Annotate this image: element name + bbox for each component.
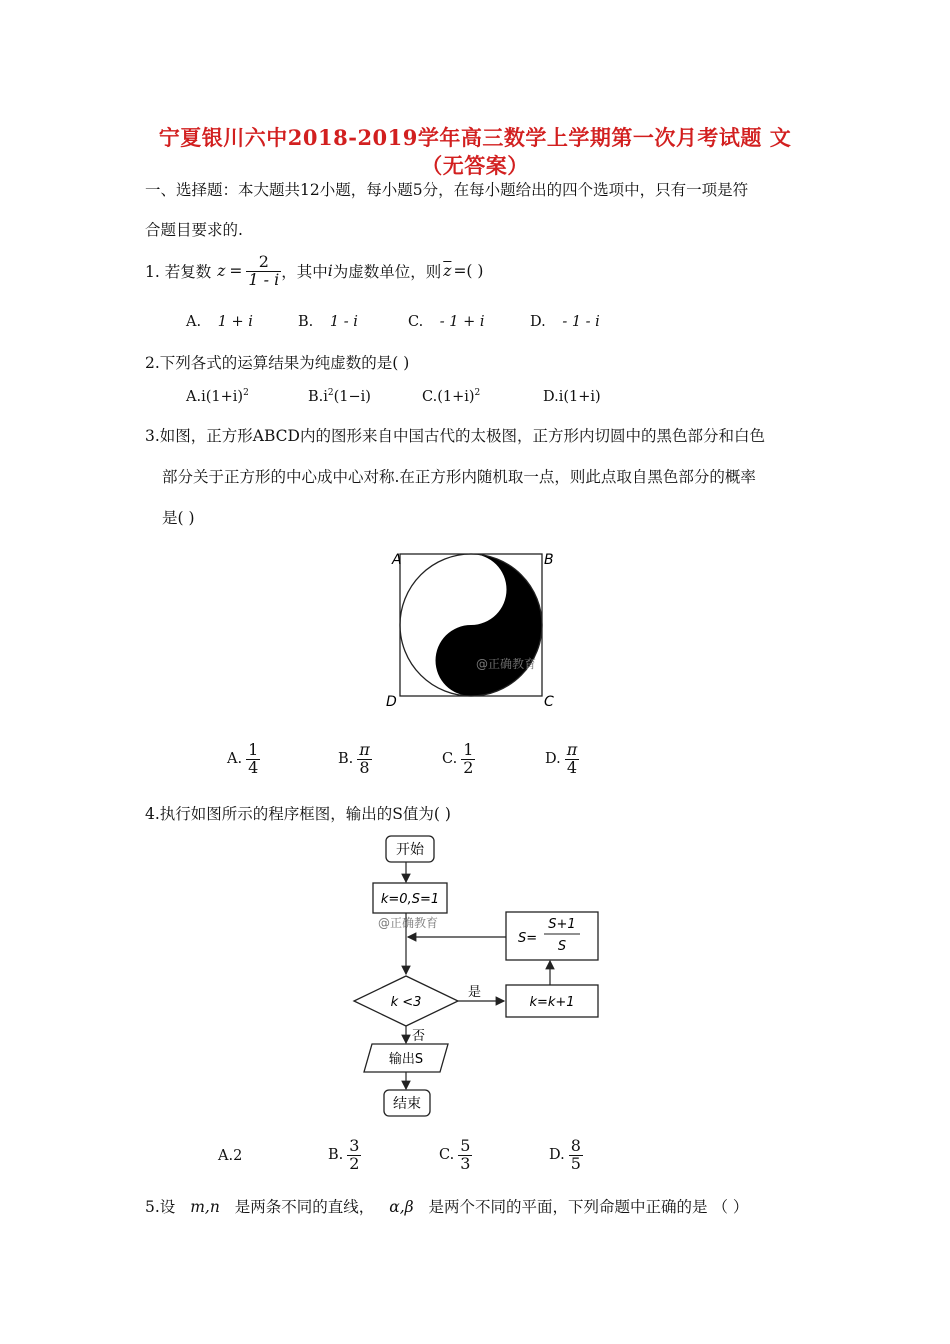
q1-suffix: =( ) — [453, 262, 484, 281]
taiji-black-part — [436, 554, 542, 696]
flow-watermark: @正确教育 — [378, 916, 439, 930]
q2-option-c: $C.(1+i)^2$ — [422, 388, 481, 405]
corner-label-a: A — [392, 552, 402, 568]
question-2-stem: 2.下列各式的运算结果为纯虚数的是( ) — [145, 354, 410, 372]
q1-option-d: D. - 1 - i — [530, 314, 600, 330]
q1-prefix: 1. 若复数 — [145, 263, 212, 282]
q1-mid2: 为虚数单位，则 — [332, 263, 442, 282]
q1-option-b: B. 1 - i — [298, 314, 358, 330]
flow-update-s-den: S — [557, 939, 567, 954]
section-instructions-line2: 合题目要求的. — [145, 221, 243, 239]
q1-frac-den: 1 - i — [248, 269, 280, 289]
flow-init-label: k=0,S=1 — [380, 892, 440, 907]
q2-option-a: $A.i(1+i)^2$ — [186, 388, 249, 405]
corner-label-b: B — [544, 552, 554, 568]
flow-no-label: 否 — [412, 1029, 426, 1044]
q5-mid: 是两条不同的直线， — [234, 1198, 375, 1216]
q2-option-b: $B.i^2(1-i)$ — [308, 388, 371, 405]
corner-label-c: C — [544, 694, 554, 710]
document-title-line1: 宁夏银川六中2018-2019学年高三数学上学期第一次月考试题 文 — [158, 125, 792, 150]
taiji-watermark: @正确教育 — [476, 657, 537, 671]
q1-zbar-var: $\overline{z}$ — [443, 262, 452, 281]
taiji-white-dot — [465, 584, 477, 596]
flow-update-s-num: S+1 — [548, 917, 576, 932]
q1-equals: = — [229, 262, 243, 281]
q5-suffix: 是两个不同的平面，下列命题中正确的是 （ ） — [428, 1198, 749, 1216]
q2-option-d: D.i(1+i) — [543, 388, 601, 405]
q1-option-c: C. - 1 + i — [408, 314, 485, 330]
flow-end-label: 结束 — [393, 1096, 421, 1112]
q1-option-a: A. 1 + i — [186, 314, 253, 330]
question-4-stem: 4.执行如图所示的程序框图，输出的S值为( ) — [145, 805, 451, 823]
q5-vars-planes: α,β — [389, 1198, 414, 1216]
flow-yes-label: 是 — [468, 985, 482, 1000]
q4-option-d: D. $\frac{8}{5}$ — [549, 1136, 581, 1173]
q1-frac-num: 2 — [258, 252, 269, 271]
document-title-line2: （无答案） — [421, 153, 529, 178]
flow-increment-label: k=k+1 — [529, 995, 575, 1010]
question-3-stem-line3: 是( ) — [162, 509, 195, 527]
q3-option-d: D. $\frac{\pi}{4}$ — [545, 740, 578, 777]
q1-mid: ，其中 — [281, 263, 328, 282]
q1-i-var: i — [327, 262, 333, 281]
question-1-stem — [145, 254, 483, 289]
q5-prefix: 5.设 — [145, 1198, 176, 1216]
taiji-figure — [380, 546, 560, 712]
q3-option-a: A. $\frac{1}{4}$ — [227, 740, 259, 777]
q3-option-b: B. $\frac{\pi}{8}$ — [338, 740, 370, 777]
flow-decision-label: k <3 — [390, 995, 422, 1010]
question-3-stem-line2: 部分关于正方形的中心成中心对称.在正方形内随机取一点，则此点取自黑色部分的概率 — [162, 468, 756, 486]
q3-option-c: C. $\frac{1}{2}$ — [442, 740, 474, 777]
question-3-stem-line1: 3.如图，正方形ABCD内的图形来自中国古代的太极图，正方形内切圆中的黑色部分和白色 — [145, 427, 765, 445]
flow-start-label: 开始 — [396, 842, 424, 858]
flow-output-label: 输出S — [388, 1052, 424, 1067]
corner-label-d: D — [386, 694, 397, 710]
flow-update-s-left: S= — [518, 931, 538, 946]
q4-option-a: A.2 — [218, 1148, 243, 1164]
section-instructions-line1: 一、选择题：本大题共12小题，每小题5分，在每小题给出的四个选项中，只有一项是符 — [145, 181, 749, 199]
q1-fraction — [246, 254, 281, 289]
q1-z-var: z — [217, 262, 226, 281]
question-5-stem — [145, 1195, 748, 1217]
q4-option-b: B. $\frac{3}{2}$ — [328, 1136, 360, 1173]
q4-option-c: C. $\frac{5}{3}$ — [439, 1136, 471, 1173]
program-flowchart — [340, 830, 610, 1130]
q5-vars-lines: m,n — [190, 1198, 220, 1216]
